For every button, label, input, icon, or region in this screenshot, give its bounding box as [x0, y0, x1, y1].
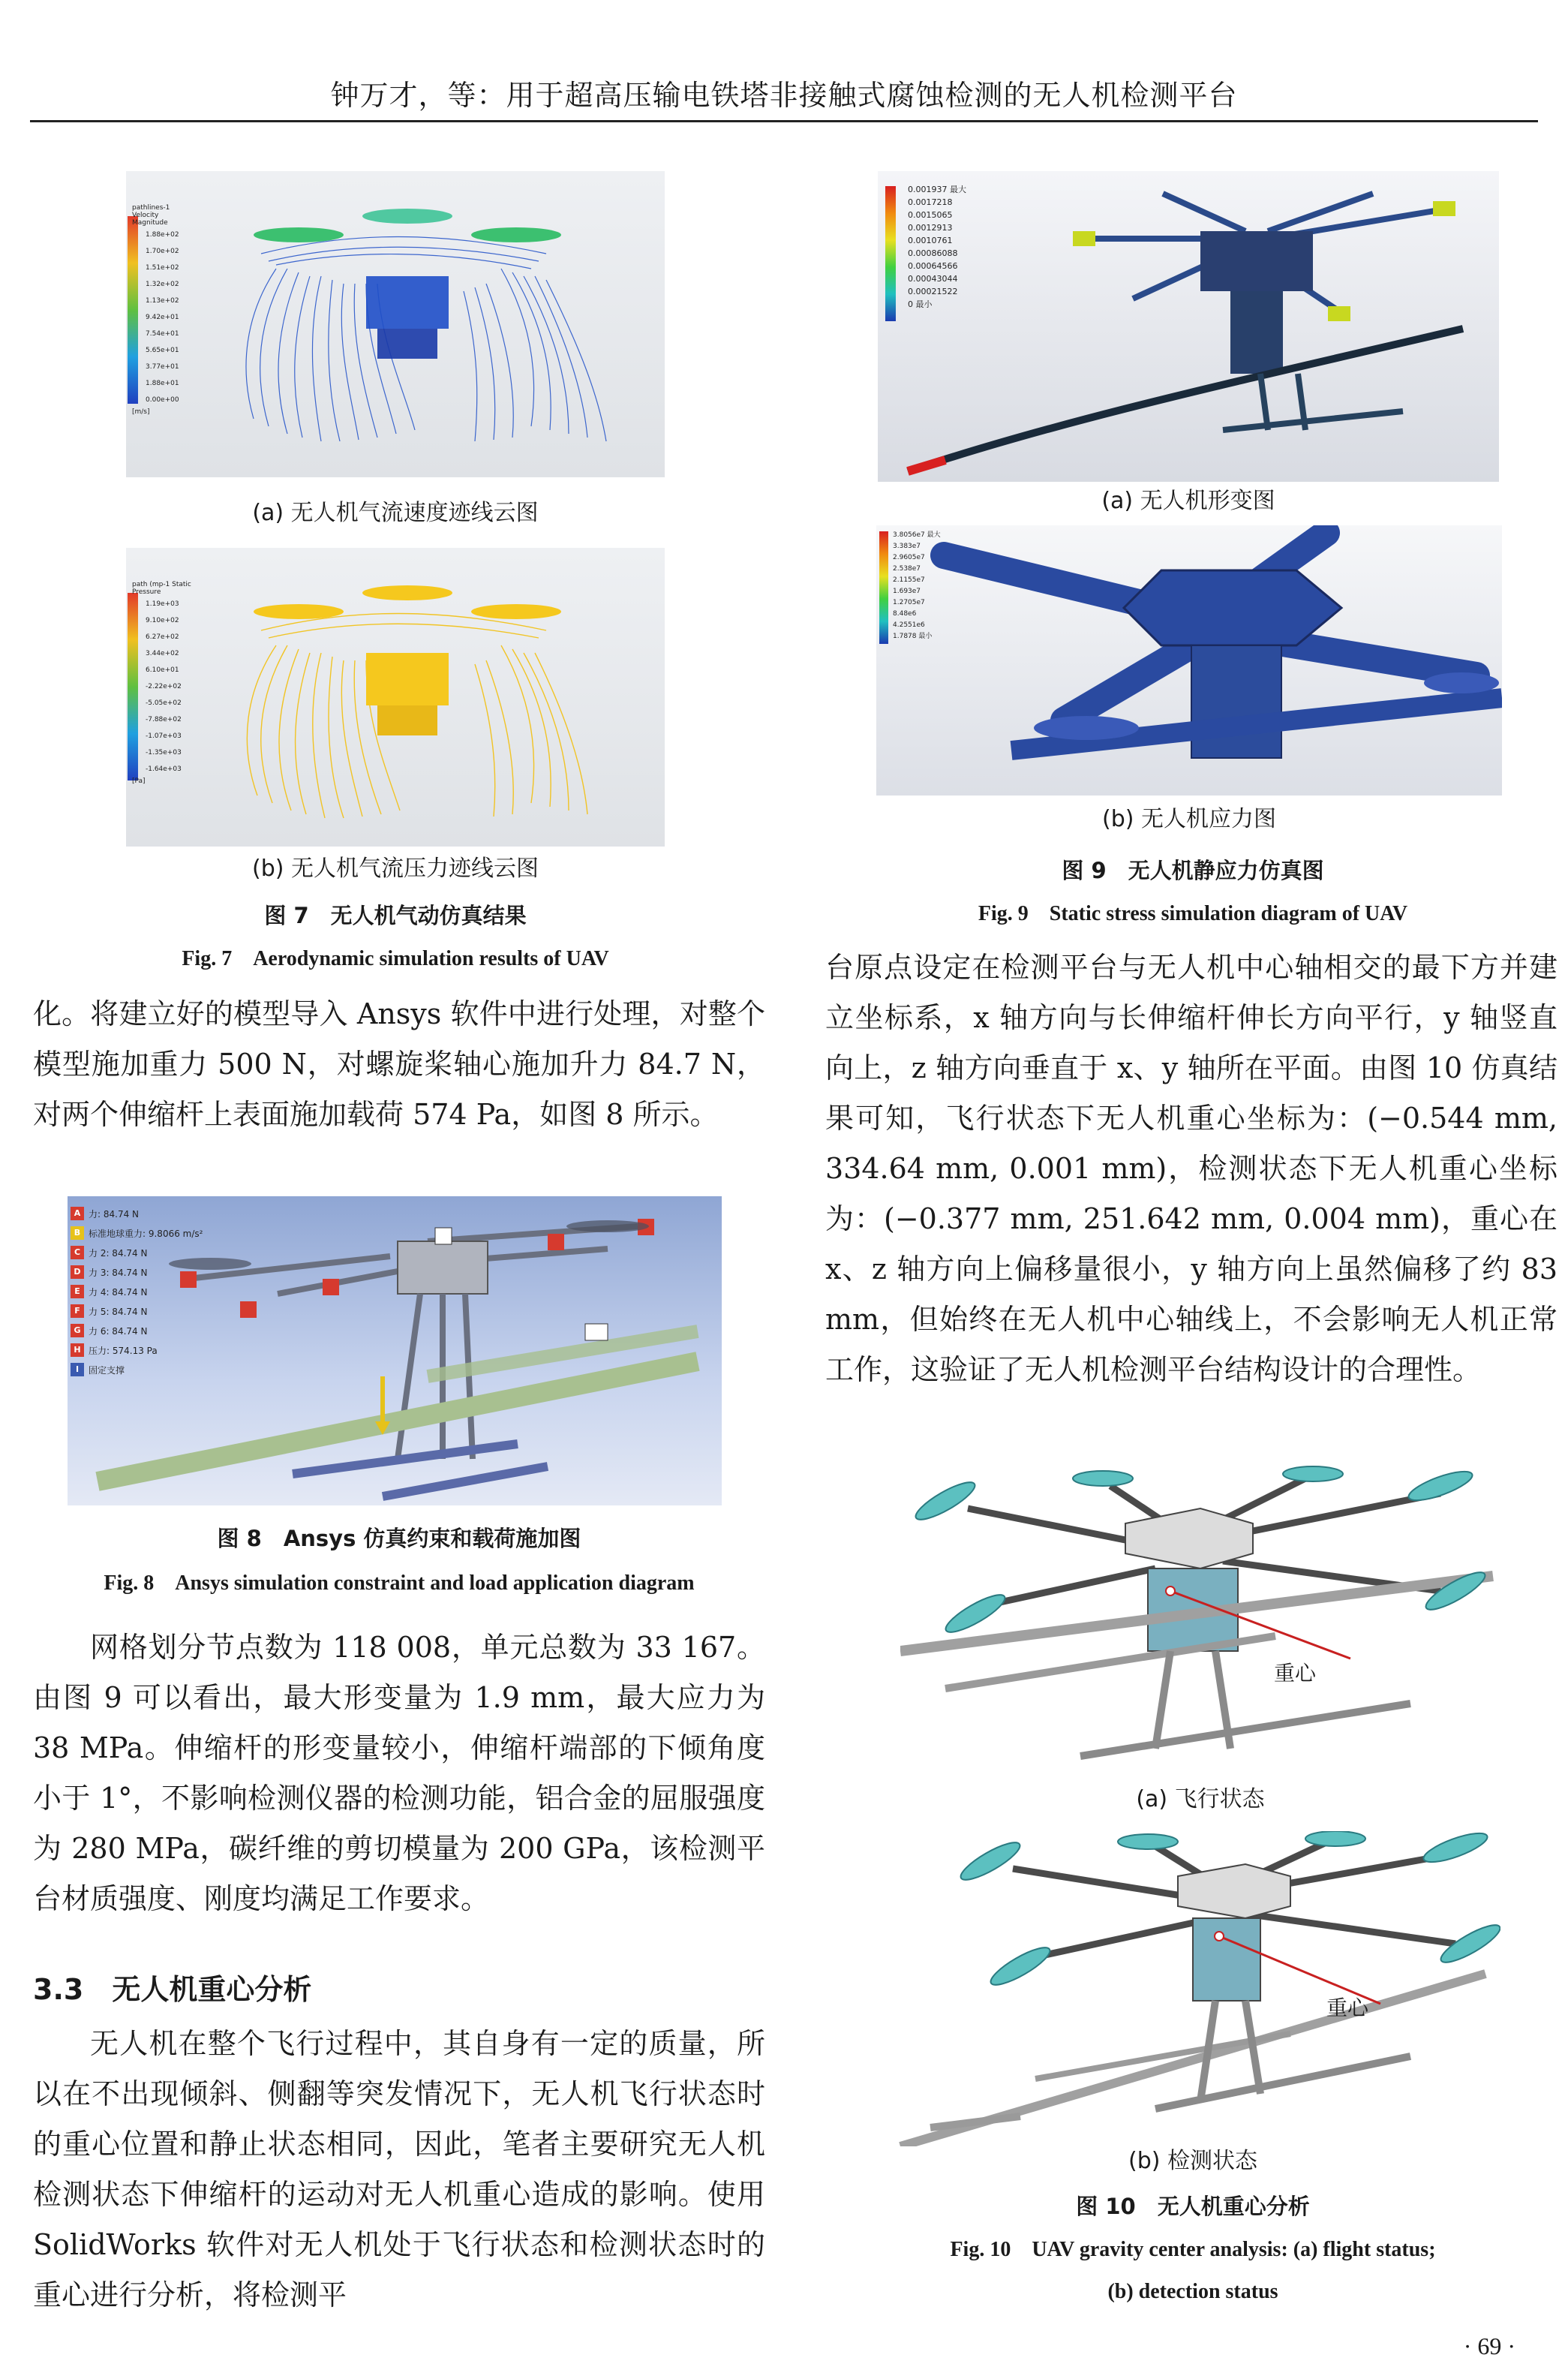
- fig7a-legend-value: 1.88e+02: [146, 231, 179, 239]
- fig7a-legend-unit: [m/s]: [132, 408, 150, 416]
- fig9b-legend: [893, 530, 960, 642]
- fig7a-legend-value: 7.54e+01: [146, 330, 179, 338]
- left-column-paragraph-3: [33, 2019, 765, 2320]
- fig8-legend-key: A: [71, 1207, 84, 1220]
- fig8-legend-row: [71, 1360, 221, 1379]
- fig7-caption-en: Fig. 7 Aerodynamic simulation results of UAV: [182, 947, 609, 970]
- fig9b-legend-value: 4.2551e6: [893, 621, 925, 629]
- paragraph-text: 化。将建立好的模型导入 Ansys 软件中进行处理，对整个模型施加重力 500 N，对螺旋桨轴心施加升力 84.7 N，对两个伸缩杆上表面施加载荷 574 Pa，如图 8 所示。: [33, 997, 765, 1131]
- left-column-paragraph-1: [33, 989, 765, 1140]
- fig9-caption-zh: 图 9 无人机静应力仿真图: [1062, 858, 1324, 883]
- fig9a-legend-value: 0.00043044: [908, 274, 958, 284]
- fig10b-cg-label: 重心: [1326, 1996, 1368, 2020]
- fig7a-legend-value: 0.00e+00: [146, 396, 179, 404]
- fig9b-legend-value: 1.7878 最小: [893, 633, 933, 640]
- section-heading-3-3: 3.3 无人机重心分析: [33, 1973, 312, 2006]
- fig9b-stress: [876, 525, 1502, 796]
- fig7a-legend-value: 1.88e+01: [146, 380, 179, 387]
- fig7b-legend-unit: [Pa]: [132, 777, 146, 785]
- fig8-legend-key: I: [71, 1363, 84, 1376]
- fig8-legend-text: 力: 84.74 N: [89, 1208, 140, 1220]
- fig7-caption-zh: 图 7 无人机气动仿真结果: [264, 903, 527, 928]
- fig10a-cg-label: 重心: [1273, 1661, 1316, 1686]
- fig8-legend-text: 固定支撑: [89, 1364, 125, 1376]
- fig9b-legend-value: 1.2705e7: [893, 599, 925, 606]
- header-rule: [30, 120, 1538, 122]
- fig8-legend-text: 力 2: 84.74 N: [89, 1247, 148, 1259]
- fig7b-legend-value: -2.22e+02: [146, 683, 182, 690]
- fig9a-legend-value: 0.0017218: [908, 197, 953, 207]
- fig8-legend-row: [71, 1340, 221, 1360]
- fig7a-legend-value: 1.32e+02: [146, 281, 179, 288]
- fig10-caption-en-1: Fig. 10 UAV gravity center analysis: (a) flight status;: [950, 2238, 1436, 2261]
- fig7a-legend-title: pathlines-1 Velocity Magnitude: [132, 204, 170, 227]
- fig8-caption-zh: 图 8 Ansys 仿真约束和载荷施加图: [217, 1526, 581, 1551]
- fig9a-legend-value: 0.0010761: [908, 236, 953, 245]
- fig7b-legend-value: 9.10e+02: [146, 617, 179, 624]
- fig9a-legend-value: 0 最小: [908, 299, 933, 309]
- fig7b-legend-value: -1.64e+03: [146, 765, 182, 773]
- fig8-legend: [71, 1204, 221, 1379]
- fig10b-subcaption: (b) 检测状态: [1128, 2148, 1257, 2174]
- fig7b-legend-value: -1.35e+03: [146, 749, 182, 756]
- fig8-legend-text: 力 3: 84.74 N: [89, 1267, 148, 1278]
- fig8-legend-key: C: [71, 1246, 84, 1259]
- fig8-legend-row: [71, 1282, 221, 1301]
- fig10-caption-en-2: (b) detection status: [1107, 2280, 1278, 2303]
- fig9b-legend-value: 2.538e7: [893, 565, 921, 573]
- fig9b-legend-value: 2.1155e7: [893, 576, 925, 584]
- fig8-legend-key: B: [71, 1226, 84, 1240]
- fig7a-velocity-pathlines: [126, 171, 665, 477]
- fig8-legend-row: [71, 1223, 221, 1243]
- fig7b-legend-value: 3.44e+02: [146, 650, 179, 657]
- fig9b-subcaption: (b) 无人机应力图: [1102, 806, 1276, 832]
- fig7b-legend-value: -7.88e+02: [146, 716, 182, 723]
- fig9b-legend-value: 3.8056e7 最大: [893, 531, 941, 539]
- fig10a-subcaption: (a) 飞行状态: [1136, 1786, 1265, 1812]
- fig7b-legend-value: 6.10e+01: [146, 666, 179, 674]
- fig7a-subcaption: (a) 无人机气流速度迹线云图: [252, 500, 539, 526]
- fig9b-legend-value: 2.9605e7: [893, 554, 925, 561]
- fig7a-legend-value: 1.70e+02: [146, 248, 179, 255]
- running-header: 钟万才，等：用于超高压输电铁塔非接触式腐蚀检测的无人机检测平台: [330, 79, 1238, 112]
- fig8-legend-text: 标准地球重力: 9.8066 m/s²: [89, 1228, 203, 1239]
- fig7a-legend-value: 5.65e+01: [146, 347, 179, 354]
- fig7b-subcaption: (b) 无人机气流压力迹线云图: [252, 856, 539, 882]
- fig7b-legend-value: -5.05e+02: [146, 699, 182, 707]
- fig9a-legend-value: 0.0015065: [908, 210, 953, 220]
- fig9b-legend-value: 3.383e7: [893, 543, 921, 550]
- page-number: · 69 ·: [1463, 2332, 1515, 2359]
- fig8-legend-key: F: [71, 1304, 84, 1318]
- fig9a-legend: [908, 183, 990, 311]
- fig9a-legend-value: 0.00064566: [908, 261, 958, 271]
- fig9a-legend-value: 0.001937 最大: [908, 185, 966, 194]
- fig9a-legend-value: 0.0012913: [908, 223, 953, 233]
- fig10-caption-zh: 图 10 无人机重心分析: [1076, 2194, 1310, 2219]
- left-column-paragraph-2: [33, 1623, 765, 1924]
- fig8-legend-key: E: [71, 1285, 84, 1298]
- fig8-legend-row: [71, 1204, 221, 1223]
- fig7a-legend-value: 9.42e+01: [146, 314, 179, 321]
- fig10b-detection-status: [885, 1831, 1500, 2146]
- fig7b-legend-value: 6.27e+02: [146, 633, 179, 641]
- fig10a-flight-status: [900, 1463, 1500, 1779]
- fig7a-legend: [132, 204, 192, 416]
- right-column-paragraph: [825, 943, 1557, 1395]
- fig7a-legend-value: 3.77e+01: [146, 363, 179, 371]
- fig8-legend-row: [71, 1301, 221, 1321]
- fig9-caption-en: Fig. 9 Static stress simulation diagram of UAV: [978, 902, 1408, 925]
- fig8-legend-key: H: [71, 1343, 84, 1357]
- paragraph-text: 网格划分节点数为 118 008，单元总数为 33 167。由图 9 可以看出，最大形变量为 1.9 mm，最大应力为 38 MPa。伸缩杆的形变量较小，伸缩杆端部的下倾角度小于 1°，不影响检测仪器的检测功能，铝合金的屈服强度为 280 MPa，碳纤维的剪切模量为 200 GPa，该检测平台材质强度、刚度均满足工作要求。: [33, 1631, 765, 1915]
- fig8-legend-text: 力 5: 84.74 N: [89, 1306, 148, 1317]
- fig8-legend-row: [71, 1321, 221, 1340]
- fig7a-legend-value: 1.13e+02: [146, 297, 179, 305]
- fig9b-legend-value: 1.693e7: [893, 588, 921, 595]
- fig7b-legend-value: -1.07e+03: [146, 732, 182, 740]
- fig8-legend-text: 力 4: 84.74 N: [89, 1286, 148, 1298]
- fig7b-legend-title: path (mp-1 Static Pressure: [132, 581, 191, 596]
- fig8-legend-row: [71, 1262, 221, 1282]
- fig8-caption-en: Fig. 8 Ansys simulation constraint and load application diagram: [104, 1571, 695, 1595]
- fig8-legend-row: [71, 1243, 221, 1262]
- paragraph-text: 台原点设定在检测平台与无人机中心轴相交的最下方并建立坐标系，x 轴方向与长伸缩杆伸长方向平行，y 轴竖直向上，z 轴方向垂直于 x、y 轴所在平面。由图 10 仿真结果可知，飞行状态下无人机重心坐标为：(−0.544 mm, 334.64 mm, 0.001 mm)，检测状态下无人机重心坐标为：(−0.377 mm, 251.642 mm, 0.004 mm)，重心在 x、z 轴方向上偏移量很小，y 轴方向上虽然偏移了约 83 mm，但始终在无人机中心轴线上，不会影响无人机正常工作，这验证了无人机检测平台结构设计的合理性。: [825, 951, 1557, 1386]
- fig7b-legend: [132, 581, 192, 785]
- fig9a-subcaption: (a) 无人机形变图: [1101, 488, 1275, 514]
- fig9a-legend-value: 0.00086088: [908, 248, 958, 258]
- fig8-legend-key: D: [71, 1265, 84, 1279]
- paragraph-text: 无人机在整个飞行过程中，其自身有一定的质量，所以在不出现倾斜、侧翻等突发情况下，无人机飞行状态时的重心位置和静止状态相同，因此，笔者主要研究无人机检测状态下伸缩杆的运动对无人机重心造成的影响。使用 SolidWorks 软件对无人机处于飞行状态和检测状态时的重心进行分析，将检测平: [33, 2027, 765, 2311]
- fig8-legend-key: G: [71, 1324, 84, 1337]
- fig8-legend-text: 压力: 574.13 Pa: [89, 1345, 158, 1356]
- fig7a-legend-value: 1.51e+02: [146, 264, 179, 272]
- fig7b-legend-value: 1.19e+03: [146, 600, 179, 608]
- fig7b-pressure-pathlines: [126, 548, 665, 847]
- fig9b-legend-value: 8.48e6: [893, 610, 917, 618]
- fig9a-legend-value: 0.00021522: [908, 287, 958, 296]
- fig8-legend-text: 力 6: 84.74 N: [89, 1325, 148, 1337]
